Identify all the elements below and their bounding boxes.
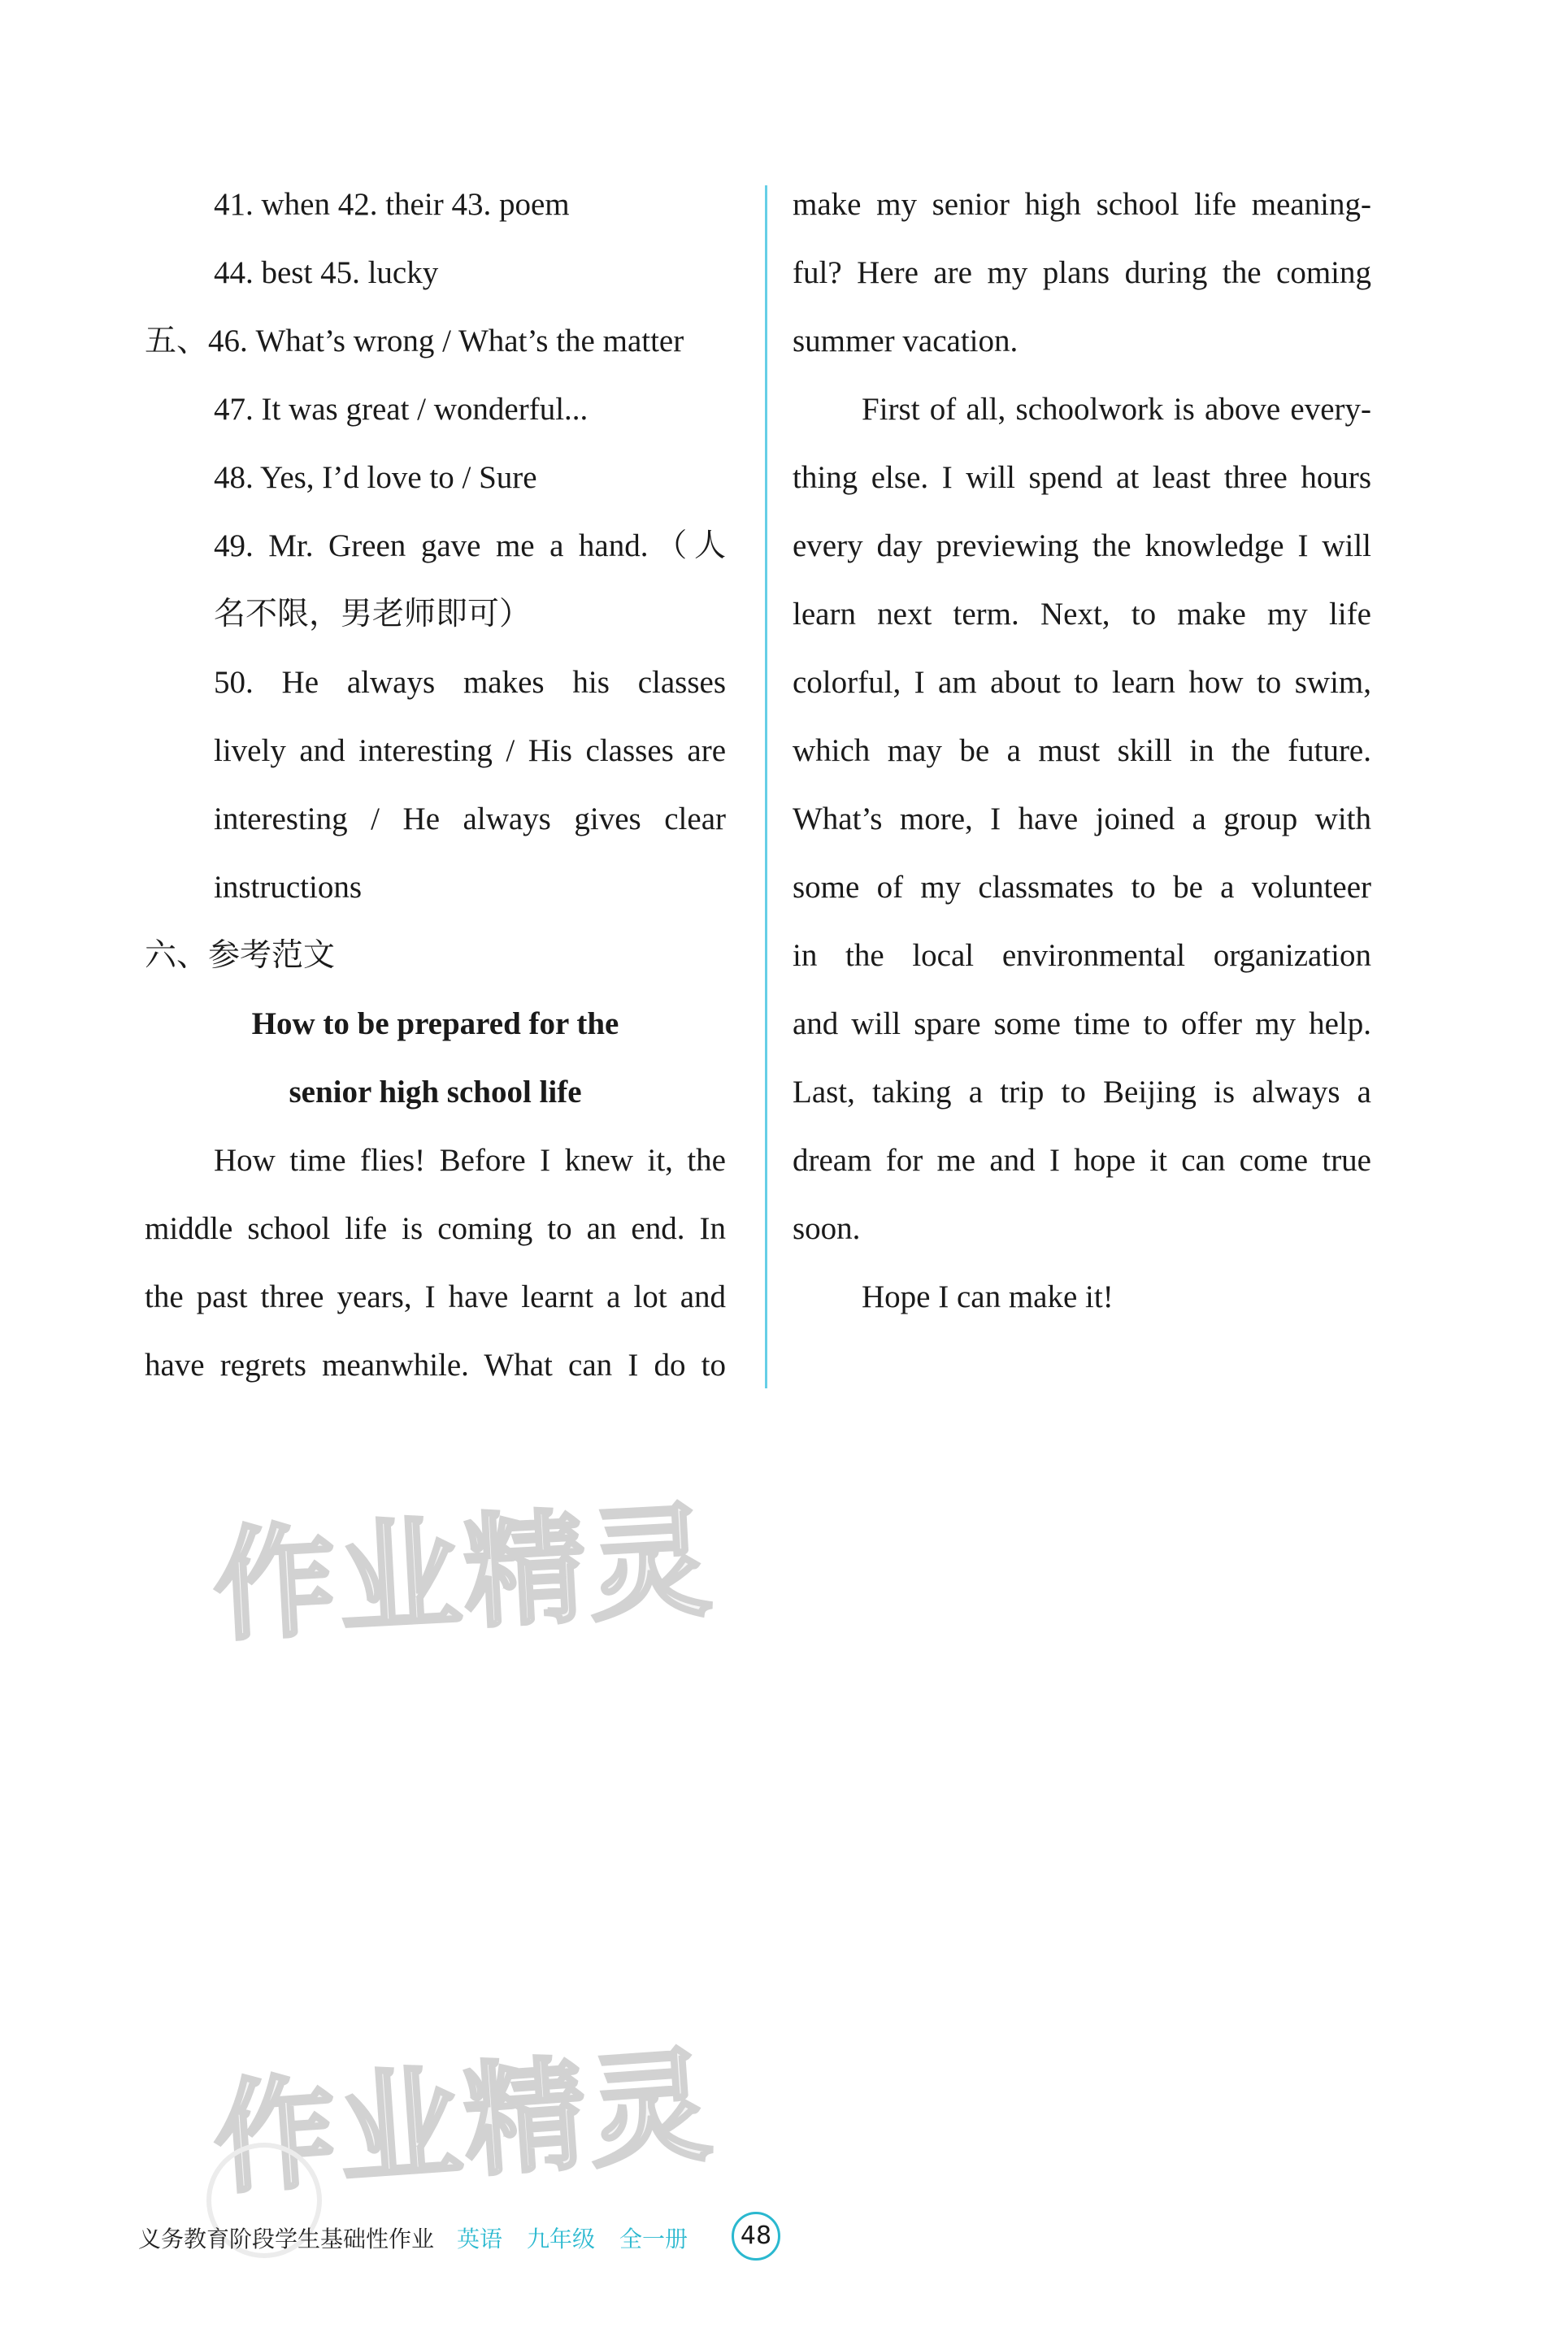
answer-50-line-1: 50. He always makes his classes <box>214 665 726 700</box>
essay-paragraph-2-line-7: What’s more, I have joined a group with <box>793 801 1371 836</box>
answers-line-41-43: 41. when 42. their 43. poem <box>214 187 570 222</box>
essay-closing-line: Hope I can make it! <box>862 1279 1114 1314</box>
essay-paragraph-2-line-4: learn next term. Next, to make my life <box>793 597 1371 632</box>
essay-paragraph-2-line-2: thing else. I will spend at least three hours <box>793 460 1371 495</box>
answer-47: 47. It was great / wonderful... <box>214 392 589 427</box>
essay-paragraph-1-line-4: have regrets meanwhile. What can I do to <box>145 1348 726 1383</box>
essay-paragraph-1-line-1: How time flies! Before I knew it, the <box>214 1143 726 1178</box>
answer-46: 五、46. What’s wrong / What’s the matter <box>145 324 684 358</box>
answer-50-line-4: instructions <box>214 870 362 905</box>
essay-paragraph-1-line-3: the past three years, I have learnt a lot and <box>145 1279 726 1314</box>
answer-50-line-3: interesting / He always gives clear <box>214 801 726 836</box>
answer-49-note: 名不限，男老师即可） <box>214 596 532 632</box>
answer-50-line-2: lively and interesting / His classes are <box>214 733 726 768</box>
watermark-upper: 作业精灵 <box>210 1490 718 1658</box>
watermark-lower: 作业精灵 <box>209 2035 719 2212</box>
essay-paragraph-2-line-10: and will spare some time to offer my help. <box>793 1006 1371 1041</box>
essay-paragraph-2-line-6: which may be a must skill in the future. <box>793 733 1371 768</box>
footer-grade: 九年级 <box>527 2226 596 2252</box>
essay-paragraph-2-line-12: dream for me and I hope it can come true <box>793 1143 1371 1178</box>
essay-paragraph-1-line-2: middle school life is coming to an end. In <box>145 1211 726 1246</box>
footer-volume: 全一册 <box>619 2226 688 2252</box>
answer-49: 49. Mr. Green gave me a hand.（人 <box>214 528 726 563</box>
footer-subject: 英语 <box>457 2226 503 2252</box>
column-divider <box>765 185 767 1388</box>
answers-line-44-45: 44. best 45. lucky <box>214 255 439 290</box>
essay-paragraph-1-line-5: make my senior high school life meaning- <box>793 187 1371 222</box>
essay-paragraph-1-line-6: ful? Here are my plans during the coming <box>793 255 1371 290</box>
page-number: 48 <box>732 2212 780 2261</box>
answer-48: 48. Yes, I’d love to / Sure <box>214 460 537 495</box>
essay-paragraph-2-line-1: First of all, schoolwork is above every- <box>862 392 1371 427</box>
section-6-heading: 六、参考范文 <box>145 937 336 974</box>
essay-title-line-1: How to be prepared for the <box>251 1006 619 1041</box>
essay-paragraph-1-line-7: summer vacation. <box>793 324 1019 358</box>
essay-paragraph-2-line-5: colorful, I am about to learn how to swim, <box>793 665 1371 700</box>
essay-paragraph-2-line-11: Last, taking a trip to Beijing is always a <box>793 1075 1371 1110</box>
essay-paragraph-2-line-9: in the local environmental organization <box>793 938 1371 973</box>
footer-series-title: 义务教育阶段学生基础性作业 <box>138 2226 435 2252</box>
essay-paragraph-2-line-13: soon. <box>793 1211 861 1246</box>
essay-title-line-2: senior high school life <box>289 1075 582 1110</box>
essay-paragraph-2-line-8: some of my classmates to be a volunteer <box>793 870 1371 905</box>
essay-paragraph-2-line-3: every day previewing the knowledge I will <box>793 528 1371 563</box>
